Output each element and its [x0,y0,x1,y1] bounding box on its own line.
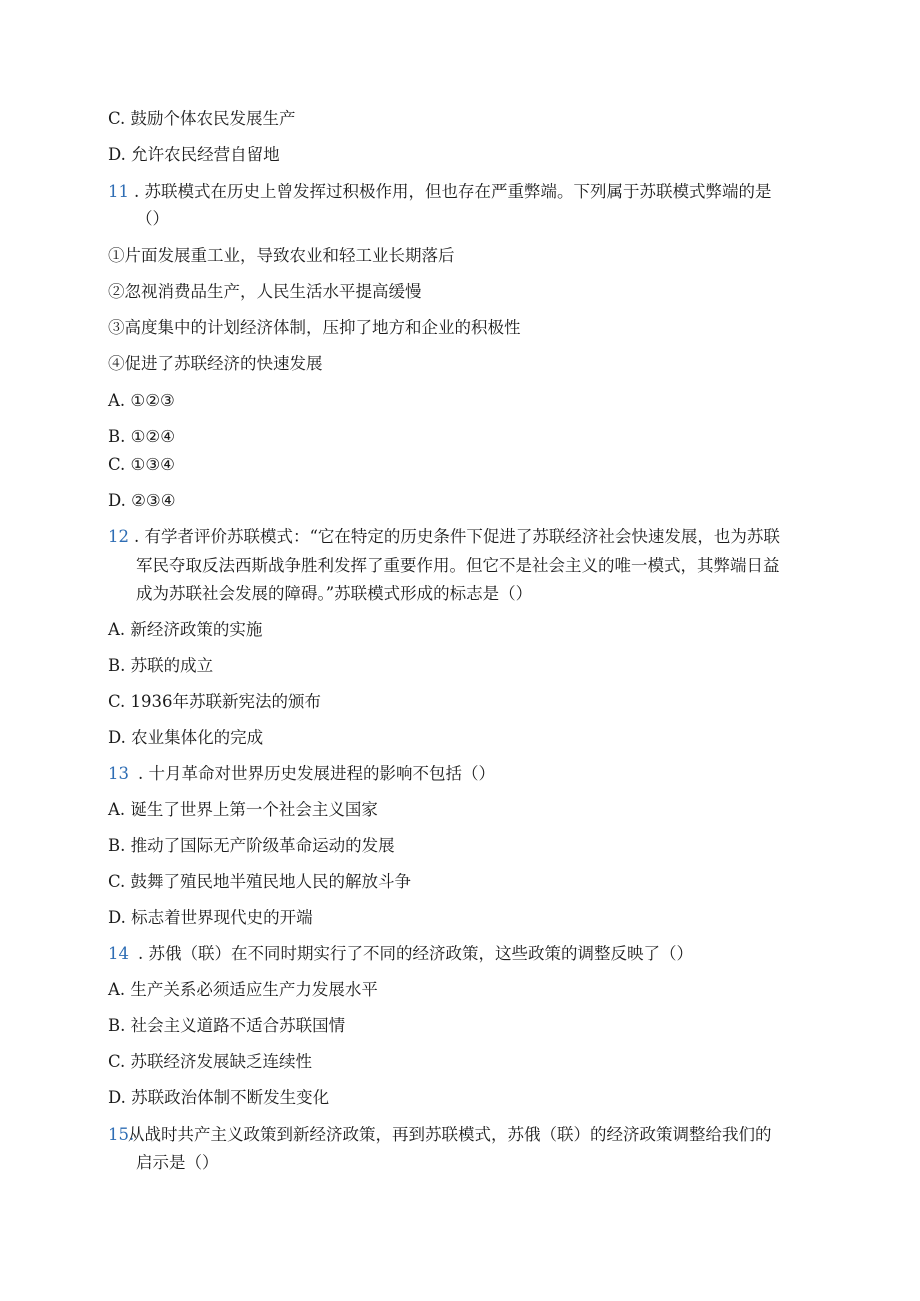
q11-option-d: D. ②③④ [108,491,176,510]
q14-option-c: C. 苏联经济发展缺乏连续性 [108,1052,313,1071]
q13-option-b: B. 推动了国际无产阶级革命运动的发展 [108,836,395,855]
q11-number: 11 [108,182,129,201]
q13-stem [108,763,495,785]
q12-stem-text: . 有学者评价苏联模式：“它在特定的历史条件下促进了苏联经济社会快速发展，也为苏联 [134,527,780,546]
q14-stem-text: . 苏俄（联）在不同时期实行了不同的经济政策，这些政策的调整反映了（） [138,944,693,963]
q10-option-d: D. 允许农民经营自留地 [108,145,280,164]
q14-option-d: D. 苏联政治体制不断发生变化 [108,1088,330,1107]
q11-option-c: C. ①③④ [108,455,175,474]
q12-stem-line3: 成为苏联社会发展的障碍。”苏联模式形成的标志是（） [136,584,533,603]
q14-stem [108,943,693,965]
q12-option-c: C. 1936年苏联新宪法的颁布 [108,692,322,711]
q12-option-a: A. 新经济政策的实施 [108,620,263,639]
q12-option-d: D. 农业集体化的完成 [108,728,264,747]
q11-stem-text: . 苏联模式在历史上曾发挥过积极作用，但也存在严重弊端。下列属于苏联模式弊端的是 [134,182,772,201]
q11-statement-1: ①片面发展重工业，导致农业和轻工业长期落后 [108,246,455,265]
q15-number: 15. [108,1125,135,1144]
q12-stem [108,526,780,548]
q11-statement-2: ②忽视消费品生产，人民生活水平提高缓慢 [108,282,422,301]
q13-option-d: D. 标志着世界现代史的开端 [108,908,313,927]
q11-stem-line2: （） [136,209,169,228]
q13-option-a: A. 诞生了世界上第一个社会主义国家 [108,800,378,819]
q11-statement-4: ④促进了苏联经济的快速发展 [108,354,323,373]
q12-option-b: B. 苏联的成立 [108,656,214,675]
q15-stem [108,1124,772,1146]
q12-stem-line2: 军民夺取反法西斯战争胜利发挥了重要作用。但它不是社会主义的唯一模式，其弊端日益 [136,556,780,575]
q15-stem-line2: 启示是（） [136,1153,219,1172]
q11-stem [108,181,772,203]
q11-option-a: A. ①②③ [108,391,175,410]
q14-option-a: A. 生产关系必须适应生产力发展水平 [108,980,378,999]
q13-option-c: C. 鼓舞了殖民地半殖民地人民的解放斗争 [108,872,412,891]
q12-number: 12 [108,527,129,546]
q13-number: 13 [108,764,129,783]
q14-option-b: B. 社会主义道路不适合苏联国情 [108,1016,346,1035]
q11-option-b: B. ①②④ [108,427,175,446]
q15-stem-text: 从战时共产主义政策到新经济政策，再到苏联模式，苏俄（联）的经济政策调整给我们的 [128,1125,772,1144]
q10-option-c: C. 鼓励个体农民发展生产 [108,109,296,128]
q13-stem-text: . 十月革命对世界历史发展进程的影响不包括（） [138,764,495,783]
q11-statement-3: ③高度集中的计划经济体制，压抑了地方和企业的积极性 [108,318,521,337]
q14-number: 14 [108,944,129,963]
